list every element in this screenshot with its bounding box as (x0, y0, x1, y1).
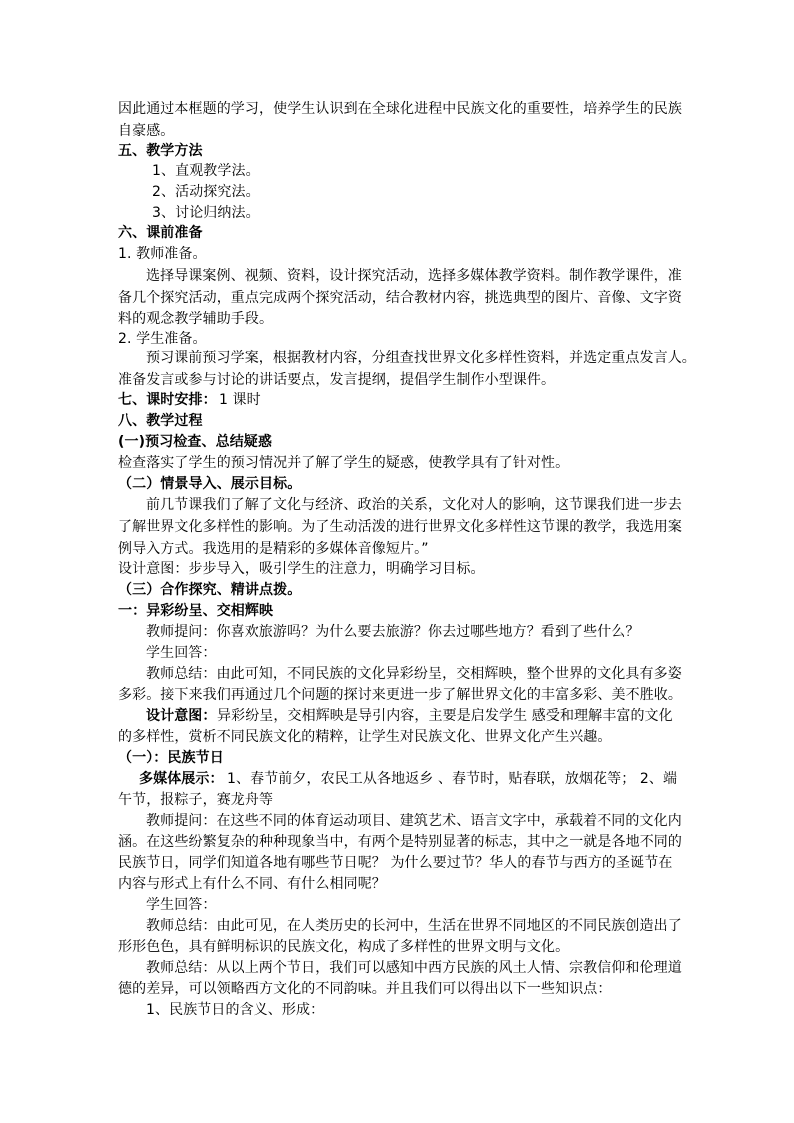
list-item: 1、民族节日的含义、形成： (146, 1002, 325, 1018)
schedule-value: 1 课时 (219, 392, 261, 408)
paragraph-line: 前几节课我们了解了文化与经济、政治的关系，文化对人的影响，这节课我们进一步去 (146, 497, 682, 513)
list-item: 3、讨论归纳法。 (152, 205, 260, 221)
paragraph-line: 料的观念教学辅助手段。 (118, 311, 274, 327)
subheading-student-prep: 2. 学生准备。 (118, 331, 207, 347)
paragraph-line: 教师总结：从以上两个节日，我们可以感知中西方民族的风土人情、宗教信仰和伦理道 (146, 960, 682, 976)
paragraph-line: 因此通过本框题的学习，使学生认识到在全球化进程中民族文化的重要性，培养学生的民族 (118, 101, 682, 117)
paragraph-line: 午节，报粽子，赛龙舟等 (118, 792, 274, 808)
section-heading-teaching-methods: 五、教学方法 (118, 143, 203, 159)
section-heading-preparation: 六、课前准备 (118, 225, 203, 241)
paragraph-line: 选择导课案例、视频、资料，设计探究活动，选择多媒体教学资料。制作教学课件，准 (146, 268, 682, 284)
paragraph-line: 的多样性，赏析不同民族文化的精粹，让学生对民族文化、世界文化产生兴趣。 (118, 729, 612, 745)
paragraph-line: 教师总结：由此可知，不同民族的文化异彩纷呈，交相辉映，整个世界的文化具有多姿 (146, 666, 682, 682)
design-intent-label: 设计意图： (146, 708, 217, 724)
section-heading-schedule: 七、课时安排： (118, 392, 217, 408)
paragraph-line: 教师提问：你喜欢旅游吗？为什么要去旅游？你去过哪些地方？看到了些什么？ (146, 624, 640, 640)
paragraph-line: 涵。在这些纷繁复杂的种种现象当中，有两个是特别显著的标志，其中之一就是各地不同的 (118, 834, 682, 850)
subheading-cooperation: （三）合作探究、精讲点拨。 (118, 582, 302, 598)
paragraph-line: 学生回答： (146, 645, 217, 661)
list-item: 2、活动探究法。 (152, 184, 260, 200)
section-heading-process: 八、教学过程 (118, 413, 203, 429)
paragraph-line: 1、春节前夕，农民工从各地返乡 、春节时，贴春联，放烟花等； 2、端 (227, 771, 678, 787)
paragraph-line: 例导入方式。我选用的是精彩的多媒体音像短片。” (118, 541, 429, 557)
subheading-diversity: 一：异彩纷呈、交相辉映 (118, 603, 274, 619)
subheading-teacher-prep: 1. 教师准备。 (118, 246, 207, 262)
list-item: 1、直观教学法。 (152, 163, 260, 179)
paragraph-line: 民族节日，同学们知道各地有哪些节日呢？ 为什么要过节？华人的春节与西方的圣诞节在 (118, 855, 673, 871)
subheading-festivals: （一）：民族节日 (118, 750, 224, 766)
paragraph-line: 多彩。接下来我们再通过几个问题的探讨来更进一步了解世界文化的丰富多彩、美不胜收。 (118, 687, 682, 703)
subheading-situation-intro: （二）情景导入、展示目标。 (118, 476, 302, 492)
subheading-preview-check: (一)预习检查、总结疑惑 (118, 434, 272, 450)
paragraph-line: 准备发言或参与讨论的讲话要点，发言提纲，提倡学生制作小型课件。 (118, 372, 556, 388)
paragraph-line: 检查落实了学生的预习情况并了解了学生的疑惑，使教学具有了针对性。 (118, 455, 570, 471)
paragraph-line: 异彩纷呈，交相辉映是导引内容，主要是启发学生 感受和理解丰富的文化 (217, 708, 673, 724)
paragraph-line: 了解世界文化多样性的影响。为了生动活泼的进行世界文化多样性这节课的教学，我选用案 (118, 519, 682, 535)
paragraph-line: 备几个探究活动，重点完成两个探究活动，结合教材内容，挑选典型的图片、音像、文字资 (118, 290, 682, 306)
multimedia-label: 多媒体展示： (139, 771, 224, 787)
paragraph-line: 内容与形式上有什么不同、有什么相同呢？ (118, 876, 386, 892)
paragraph-line: 德的差异，可以领略西方文化的不同韵味。并且我们可以得出以下一些知识点： (118, 981, 612, 997)
paragraph-line: 设计意图：步步导入，吸引学生的注意力，明确学习目标。 (118, 561, 485, 577)
paragraph-line: 自豪感。 (118, 123, 175, 139)
paragraph-line: 学生回答： (146, 897, 217, 913)
paragraph-line: 形形色色，具有鲜明标识的民族文化，构成了多样性的世界文明与文化。 (118, 939, 570, 955)
paragraph-line: 教师提问：在这些不同的体育运动项目、建筑艺术、语言文字中，承载着不同的文化内 (146, 813, 682, 829)
paragraph-line: 教师总结：由此可见，在人类历史的长河中，生活在世界不同地区的不同民族创造出了 (146, 918, 682, 934)
paragraph-line: 预习课前预习学案，根据教材内容，分组查找世界文化多样性资料，并选定重点发言人。 (146, 350, 696, 366)
